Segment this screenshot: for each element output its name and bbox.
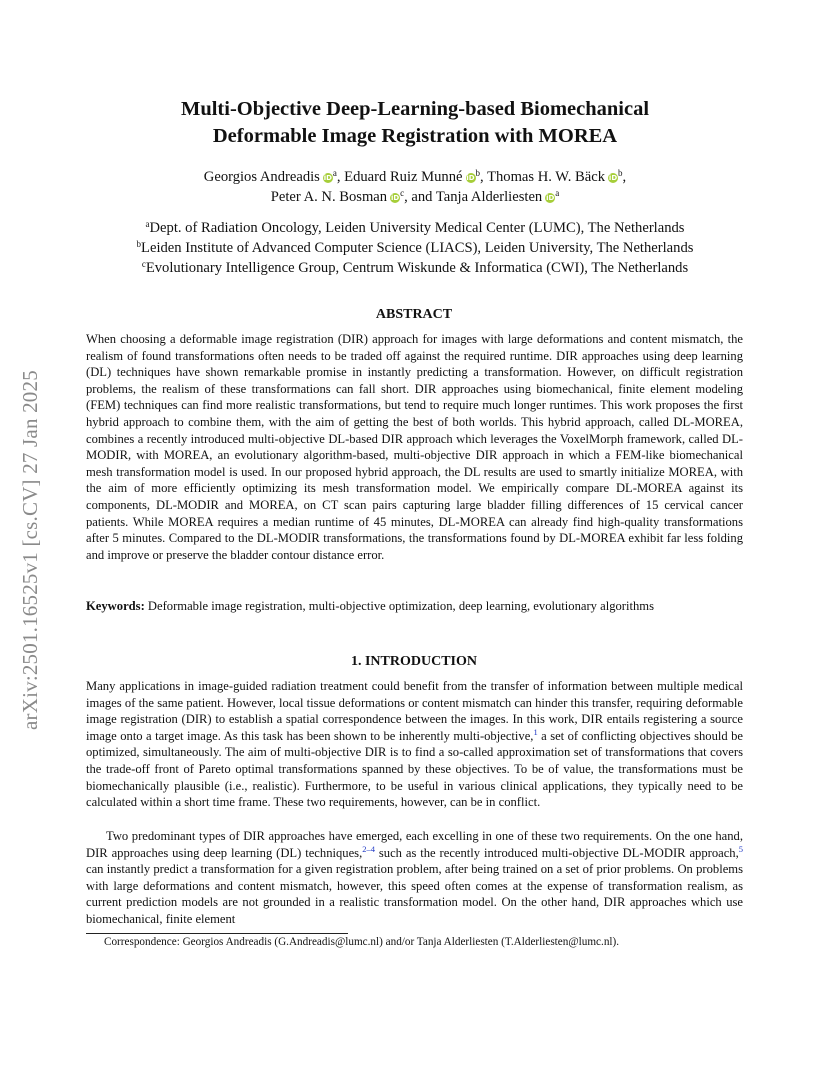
paragraph-text: can instantly predict a transformation for a given registration problem, after being trained on a set of prior problems. On problems with large deformations and content mismatch, however, this speed often comes at the expense of transformation realism, as current prediction models are not grounded in a realistic transformation model. On the other hand, DIR approaches which use biomechanical, finite element (86, 862, 743, 926)
paragraph-text: such as the recently introduced multi-objective DL-MODIR approach, (374, 845, 739, 860)
citation-link[interactable]: 1 (533, 726, 538, 737)
paper-title (90, 96, 740, 150)
affiliation-text: Leiden Institute of Advanced Computer Science (LIACS), Leiden University, The Netherlands (141, 240, 694, 256)
introduction-paragraph-1 (86, 678, 743, 811)
author-separator: , and (404, 189, 436, 205)
orcid-icon[interactable]: iD (323, 174, 332, 182)
affiliation-mark: a (332, 168, 337, 178)
author-separator: , (480, 169, 488, 185)
abstract-text: When choosing a deformable image registration (DIR) approach for images with large deformations and content mismatch, the realism of found transformations often needs to be traded off against the required runtime. DIR approaches using deep learning (DL) techniques have shown remarkable promise in instantly predicting a transformation. However, on difficult registration problems, the realism of these transformations can fall short. DIR approaches using biomechanical, finite element modeling (FEM) techniques can find more realistic transformations, but tend to require much longer runtimes. This work proposes the first hybrid approach to combine them, with the aim of getting the best of both worlds. This hybrid approach, called DL-MOREA, combines a recently introduced multi-objective DL-based DIR approach which leverages the VoxelMorph framework, called DL-MODIR, with MOREA, an evolutionary algorithm-based, multi-objective DIR approach in which a FEM-like biomechanical mesh transformation model is used. In our proposed hybrid approach, the DL results are used to smartly initialize MOREA, with the aim of more efficiently optimizing its mesh transformation model. We empirically compare DL-MOREA against its components, DL-MODIR and MOREA, on CT scan pairs capturing large bladder filling differences of 15 cervical cancer patients. While MOREA requires a median runtime of 45 minutes, DL-MOREA can already find high-quality transformations after 5 minutes. Compared to the DL-MODIR transformations, the transformations found by DL-MOREA exhibit far less folding and improve or preserve the bladder contour distance error. (86, 332, 743, 562)
orcid-icon[interactable]: iD (546, 194, 555, 202)
affiliation-mark: c (141, 259, 146, 269)
author-name: Eduard Ruiz Munné (344, 169, 463, 185)
author-list (90, 167, 740, 207)
paragraph-text: Two predominant types of DIR approaches have emerged, each excelling in one of these two requirements. On the one hand, DIR approaches using deep learning (DL) techniques, (86, 829, 743, 860)
title-line-2: Deformable Image Registration with MOREA (212, 125, 618, 147)
citation-link[interactable]: 2–4 (362, 843, 375, 854)
introduction-paragraph-2 (86, 828, 743, 928)
affiliation-text: Evolutionary Intelligence Group, Centrum Wiskunde & Informatica (CWI), The Netherlands (145, 260, 689, 276)
affiliation-mark: a (555, 188, 560, 198)
paragraph-text: a set of conflicting objectives should be optimized, simultaneously. The aim of multi-objective DIR is to find a so-called approximation set of transformations that covers the trade-off front of Pareto optimal transformations spanned by these objectives. To be of value, the transformations must be biomechanically plausible (i.e., realistic). Furthermore, to be useful in various clinical applications, they typically need to be calculated within a short time frame. These two requirements, however, can be in conflict. (86, 728, 743, 810)
affiliation-text: Dept. of Radiation Oncology, Leiden University Medical Center (LUMC), The Netherlands (149, 220, 685, 236)
introduction-heading: 1. INTRODUCTION (350, 654, 477, 669)
author-name: Thomas H. W. Bäck (487, 169, 606, 185)
author-name: Georgios Andreadis (203, 169, 320, 185)
orcid-icon[interactable]: iD (390, 194, 400, 202)
correspondence-footnote: Correspondence: Georgios Andreadis (G.Andreadis@lumc.nl) and/or Tanja Alderliesten (T.Alderliesten@lumc.nl). (104, 936, 620, 948)
affiliation-c (90, 258, 740, 278)
keywords-text: Deformable image registration, multi-objective optimization, deep learning, evolutionary algorithms (147, 599, 654, 613)
affiliation-b (90, 238, 740, 258)
affiliation-mark: b (136, 239, 142, 249)
affiliation-a (90, 218, 740, 238)
orcid-icon[interactable]: iD (608, 174, 618, 182)
author-line-2 (90, 187, 740, 207)
affiliation-mark: a (145, 219, 150, 229)
affiliation-list (90, 218, 740, 278)
author-name: Tanja Alderliesten (435, 189, 543, 205)
affiliation-mark: b (618, 168, 623, 178)
affiliation-mark: c (400, 188, 405, 198)
keywords (86, 599, 746, 614)
orcid-icon[interactable]: iD (466, 174, 475, 182)
paragraph-text: Many applications in image-guided radiation treatment could benefit from the transfer of information between multiple medical images of the same patient. However, local tissue deformations or content mismatch can hinder this transfer, requiring deformable image registration (DIR) to establish a spatial correspondence between the images. In this work, DIR entails registering a source image onto a target image. As this task has been shown to be inherently multi-objective, (86, 679, 743, 743)
affiliation-mark: b (475, 168, 481, 178)
author-separator: , (336, 169, 345, 185)
keywords-label: Keywords: (86, 599, 145, 613)
abstract-heading: ABSTRACT (375, 307, 453, 322)
citation-link[interactable]: 5 (738, 843, 743, 854)
arxiv-identifier: arXiv:2501.16525v1 [cs.CV] 27 Jan 2025 (18, 370, 42, 730)
author-line-1 (90, 167, 740, 187)
footnote-rule (86, 933, 348, 934)
title-line-1: Multi-Objective Deep-Learning-based Biomechanical (180, 98, 650, 120)
author-name: Peter A. N. Bosman (270, 189, 388, 205)
author-separator: , (622, 169, 627, 185)
